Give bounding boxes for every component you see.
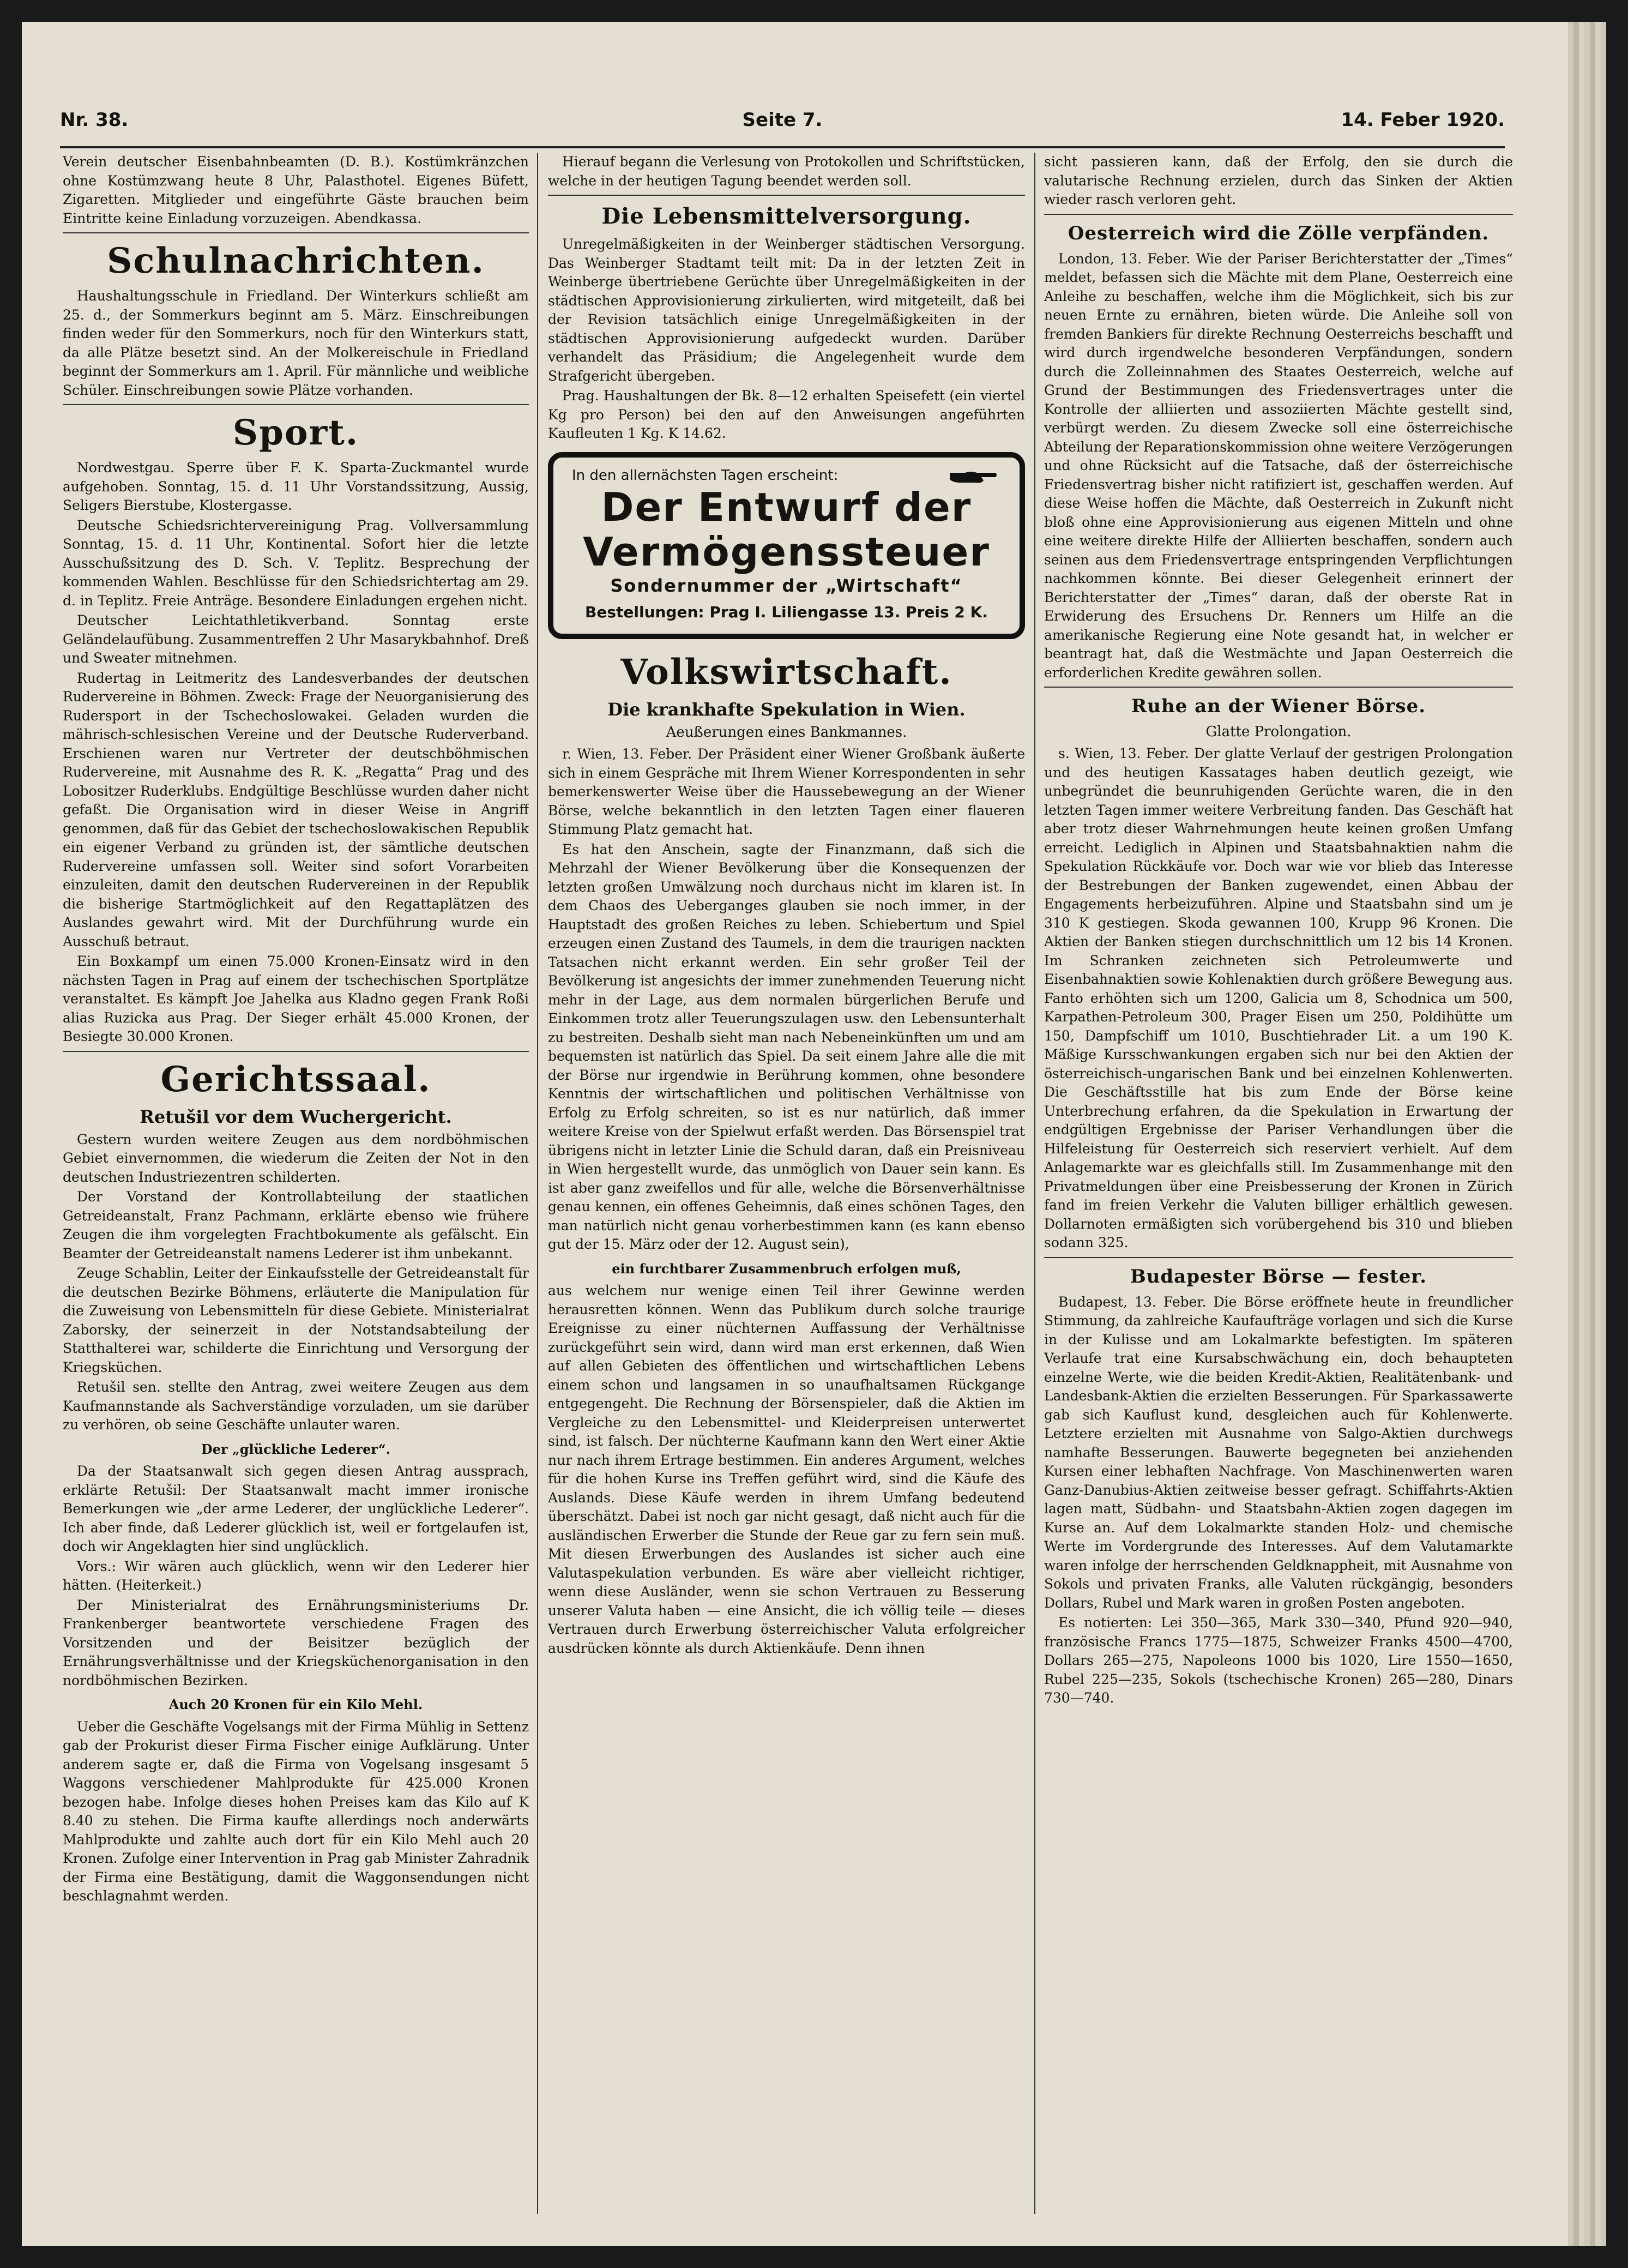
section-rule [1044,687,1513,688]
sport-notice: Nordwestgau. Sperre über F. K. Sparta-Zuckmantel wurde aufgehoben. Sonntag, 15. d. 11 Uhr Vorstandssitzung, Aussig, Seligers Bierstube, Klostergasse. [63,460,529,513]
inline-subheading: Der „glückliche Lederer“. [201,1441,391,1457]
school-notice: Haushaltungsschule in Friedland. Der Winterkurs schließt am 25. d., der Sommerkurs beginnt am 5. März. Einschreibungen finden weder für den Sommerkurs, noch für den Winterkurs statt, da alle Plätze besetzt sind. An der Molkereischule in Friedland beginnt der Sommerkurs am 1. April. Für männliche und weibliche Schüler. Einschreibungen sowie Plätze vorhanden. [63,288,529,398]
ad-announcement: In den allernächsten Tagen erscheint: [572,467,839,484]
section-heading-austria: Oesterreich wird die Zölle verpfänden. [1068,222,1490,244]
austria-paragraph: London, 13. Feber. Wie der Pariser Berichterstatter der „Times“ meldet, befassen sich die Mächte mit dem Plane, Oesterreich eine Anleihe zu beschaffen, welche ihm die Möglichkeit, sich bis zur neuen Ernte zu ernähren, bieten würde. Die Anleihe soll von fremden Bankiers für direkte Rechnung Oesterreichs beschafft und wird durch irgendwelche besonderen Verpfändungen, sondern durch die Zolleinnahmen des Staates Oesterreich, welche auf Grund der Bestimmungen des Friedensvertrages unter die Kontrolle der alliierten und assoziierten Mächte gestellt sind, verbürgt werden. Zu diesem Zwecke soll eine österreichische Abteilung der Reparationskommission ohne weitere Verzögerungen und ohne Rücksicht auf die Tatsache, daß der österreichische Friedensvertrag bisher nicht ratifiziert ist, geschaffen werden. Auf diese Weise hoffen die Mächte, daß Oesterreich in Zukunft nicht bloß ohne eine Approvisionierung aus eigenen Mitteln und ohne eine weitere direkte Hilfe der Alliierten beschaffen, sondern auch seinen aus dem Friedensvertrage entspringenden Verpflichtungen nachkommen könnte. Bei dieser Gelegenheit erinnert der Berichterstatter der „Times“ daran, daß der oberste Rat in Erwiderung des Ersuchens Dr. Renners um Hilfe an die amerikanische Regierung eine Note gesandt hat, in welcher er beantragt hat, daß die Westmächte und Japan Oesterreich die erforderlichen Kredite gewähren sollen. [1044,250,1513,681]
section-heading-sport: Sport. [232,412,359,453]
page-edge-stripes [1568,22,1606,2246]
ad-order-info: Bestellungen: Prag I. Liliengasse 13. Preis 2 K. [585,603,988,621]
page-number: Seite 7. [742,109,823,131]
column-1 [63,153,529,2214]
issue-date: 14. Feber 1920. [1341,109,1505,131]
court-paragraph: Der Vorstand der Kontrollabteilung der staatlichen Getreideanstalt, Franz Pachmann, erklärte ebenso wie frühere Zeugen die ihm vorgelegten Frachtbokumente als gefälscht. Ein Beamter der Getreideanstalt namens Lederer ist ihm unbekannt. [63,1189,529,1261]
sport-notice: Deutsche Schiedsrichtervereinigung Prag. Vollversammlung Sonntag, 15. d. 11 Uhr, Kontinental. Sofort hier die letzte Ausschußsitzung des D. Sch. V. Teplitz. Besprechung der kommenden Wahlen. Beschlüsse für den Schiedsrichtertag am 29. d. in Teplitz. Freie Anträge. Besondere Einladungen ergehen nicht. [63,517,529,609]
sport-notice: Rudertag in Leitmeritz des Landesverbandes der deutschen Rudervereine in Böhmen. Zweck: Frage der Neuorganisierung des Rudersport in der Tschechoslowakei. Geladen wurden die mährisch-schlesischen Vereine und der Deutsche Ruderverband. Erschienen waren nur Vertreter der deutschböhmischen Rudervereine, mit Ausnahme des R. K. „Regatta“ Prag und des Lobositzer Ruderklubs. Endgültige Beschlüsse wurden daher nicht gefaßt. Die Organisation wird in dieser Weise in Angriff genommen, daß für das Gebiet der tschechoslowakischen Republik ein eigener Verband zu gründen ist, der sämtliche deutschen Rudervereine umfassen soll. Weiter sind sofort Vorarbeiten einzuleiten, damit den deutschen Rudervereinen in der Republik die bisherige Startmöglichkeit auf den Regattaplätzen des Auslandes gewahrt wird. Mit der Durchführung wurde ein Ausschuß betraut. [63,670,529,949]
court-paragraph: Retušil sen. stellte den Antrag, zwei weitere Zeugen aus dem Kaufmannstande als Sachverständige vorzuladen, um sie darüber zu verhören, ob seine Geschäfte unlauter waren. [63,1379,529,1433]
section-rule [548,195,1025,196]
economy-paragraph: aus welchem nur wenige einen Teil ihrer Gewinne werden herausretten können. Wenn das Publikum durch solche traurige Ereignisse zu einer nüchternen Auffassung der Verhältnisse zurückgeführt sein wird, dann wird man erst erkennen, daß Wien auf allen Gebieten des öffentlichen und wirtschaftlichen Lebens einem schon und langsamen in so unaufhaltsamen Rückgange entgegengeht. Die Rechnung der Börsenspieler, daß die Aktien im Vergleiche zu den Lebensmittel- und Kleiderpreisen unterwertet sind, ist falsch. Der nüchterne Kaufmann kann den Wert einer Aktie nur nach ihrem Ertrage bestimmen. Ein anderes Argument, welches für die hohen Kurse ins Treffen geführt wird, sind die Käufe des Auslands. Diese Käufe werden in ihrem Umfang bedeutend überschätzt. Dabei ist noch gar nicht gesagt, daß nicht auch für die ausländischen Erwerber die Stunde der Reue gar zu fern sein muß. Mit diesen Erwerbungen des Auslandes ist sicher auch eine Valutaspekulation verbunden. Es wäre aber vielleicht richtiger, wenn diese Ausländer, wenn sie schon Vertrauen zu Besserung unserer Valuta haben — eine Ansicht, die ich völlig teile — dieses Vertrauen durch Erwerbung österreichischer Valuta erfolgreicher ausdrücken könnte als durch Aktienkäufe. Denn ihnen [548,1283,1025,1656]
section-rule [63,1051,529,1052]
header-rule [60,146,1505,148]
court-paragraph: Zeuge Schablin, Leiter der Einkaufsstelle der Getreideanstalt für die deutschen Bezirke Böhmens, erläuterte die Manipulation für die Zuweisung von Lebensmitteln für diese Gebiete. Ministerialrat Zaborsky, der seinerzeit in der Notstandsabteilung der Statthalterei war, schilderte die Einrichtung und Versorgung der Kriegsküchen. [63,1265,529,1375]
economy-paragraph: r. Wien, 13. Feber. Der Präsident einer Wiener Großbank äußerte sich in einem Gespräche mit Ihrem Wiener Korrespondenten in sehr bemerkenswerter Weise über die Haussebewegung an der Wiener Börse, welche bekanntlich in den letzten Tagen einer flaueren Stimmung Platz gemacht hat. [548,746,1025,837]
article-subheading-secondary: Aeußerungen eines Bankmannes. [666,724,907,741]
advertisement-box [548,452,1025,640]
budapest-paragraph: Budapest, 13. Feber. Die Börse eröffnete heute in freundlicher Stimmung, da zahlreiche Kaufaufträge vorlagen und sich die Kurse in der Kulisse und am Lokalmarkte befestigten. Im späteren Verlaufe trat eine Kursabschwächung ein, doch behaupteten einzelne Werte, wie die beiden Kredit-Aktien, Realitätenbank- und Landesbank-Aktien die erzielten Besserungen. Für Sparkassawerte gab sich Kauflust kund, desgleichen auch für Kohlenwerte. Letztere erzielten mit Ausnahme von Salgo-Aktien durchwegs namhafte Besserungen. Bauwerte begegneten bei anziehenden Kursen einer lebhaften Nachfrage. Von Maschinenwerten waren Ganz-Danubius-Aktien zeitweise besser gefragt. Schiffahrts-Aktien lagen matt, Südbahn- und Staatsbahn-Aktien zogen dagegen im Kurse an. Auf dem Lokalmarkte standen Holz- und chemische Werte im Vordergrunde des Interesses. Auf dem Valutamarkte waren infolge der herrschenden Geldknappheit, mit Ausnahme von Sokols und privaten Franks, alle Valuten rückgängig, besonders Dollars, Rubel und Mark waren in großen Posten angeboten. [1044,1294,1513,1611]
court-paragraph: Gestern wurden weitere Zeugen aus dem nordböhmischen Gebiet einvernommen, die wiederum die Zeiten der Not in den deutschen Industriezentren schilderten. [63,1131,529,1185]
inline-subheading: Auch 20 Kronen für ein Kilo Mehl. [168,1697,423,1712]
section-heading-court: Gerichtssaal. [160,1058,431,1100]
sport-notice: Deutscher Leichtathletikverband. Sonntag erste Geländelaufübung. Zusammentreffen 2 Uhr Masarykbahnhof. Dreß und Sweater mitnehmen. [63,612,529,666]
newspaper-page [22,22,1606,2246]
food-paragraph: Unregelmäßigkeiten in der Weinberger städtischen Versorgung. Das Weinberger Stadtamt teilt mit: Da in der letzten Zeit in Weinberge übertriebene Gerüchte über Unregelmäßigkeiten in der städtischen Approvisionierung zirkulierten, wird mitgeteilt, daß bei der Revision tatsächlich einige Unregelmäßigkeiten in der städtischen Approvisionierung aufgedeckt wurden. Darüber verhandelt das Präsidium; die Angelegenheit wurde dem Strafgericht übergeben. [548,236,1025,384]
ad-subtitle: Sondernummer der „Wirtschaft“ [610,575,963,596]
section-rule [1044,1257,1513,1258]
ad-title: Der Entwurf der [601,484,972,530]
section-rule [63,404,529,405]
vienna-paragraph: s. Wien, 13. Feber. Der glatte Verlauf der gestrigen Prolongation und des heutigen Kassatages haben deutlich gezeigt, wie unbegründet die beunruhigenden Gerüchte waren, die in den letzten Tagen immer weitere Verbreitung fanden. Das Geschäft hat aber trotz dieser Wahrnehmungen heute keinen großen Umfang erreicht. Lediglich in Alpinen und Staatsbahnaktien nahm die Spekulation Rückkäufe vor. Doch war wie vor blieb das Interesse der Bestrebungen der Banken zugewendet, einen Abbau der Engagements herbeizuführen. Alpine und Staatsbahn sind um je 310 K gestiegen. Skoda gewannen 100, Krupp 96 Kronen. Die Aktien der Banken stiegen durchschnittlich um 12 bis 14 Kronen. Im Schranken zeichneten sich Petroleumwerte und Eisenbahnaktien sowie Kohlenaktien durch größere Bewegung aus. Fanto erhöhten sich um 1200, Galicia um 8, Schodnica um 500, Karpathen-Petroleum 300, Prager Eisen um 250, Poldihütte um 150, Dampfschiff um 1010, Buschtiehrader Lit. a um 190 K. Mäßige Kursschwankungen ergaben sich nur bei den Aktien der österreichisch-ungarischen Bank und bei einzelnen Kohlenwerten. Die Geschäftsstille hat bis zum Ende der Börse keine Unterbrechung erfahren, da die Spekulation in Erwartung der endgültigen Ergebnisse der Pariser Verhandlungen über die Hilfeleistung für Oesterreich sich reserviert verhielt. Auf dem Anlagemarkte war es gleichfalls still. Im Zusammenhange mit den Privatmeldungen über eine Preisbesserung der Kronen in Zürich fand im freien Verkehr die Valuten billiger erhältlich gewesen. Dollarnoten ermäßigten sich vorübergehend bis 310 und blieben sodann 325. [1044,745,1513,1250]
section-rule [1044,214,1513,215]
sport-notice: Ein Boxkampf um einen 75.000 Kronen-Einsatz wird in den nächsten Tagen in Prag auf einem der tschechischen Sportplätze veranstaltet. Es kämpft Joe Jahelka aus Kladno gegen Frank Roßi alias Ruzicka aus Prag. Der Sieger erhält 45.000 Kronen, der Besiegte 30.000 Kronen. [63,953,529,1044]
pointing-hand-icon [949,468,998,485]
ad-title: Vermögenssteuer [583,529,990,575]
court-paragraph: Der Ministerialrat des Ernährungsministeriums Dr. Frankenberger beantwortete verschiedene Fragen des Vorsitzenden und der Beisitzer bezüglich der Ernährungsverhältnisse und der Kriegsküchenorganisation in den nordböhmischen Bezirken. [63,1597,529,1688]
column-divider [1034,153,1035,2214]
section-heading-food: Die Lebensmittelversorgung. [601,203,972,229]
issue-number: Nr. 38. [60,109,129,131]
column-3 [1044,153,1513,2214]
section-heading-vienna-exchange: Ruhe an der Wiener Börse. [1131,695,1426,717]
article-subheading-secondary: Glatte Prolongation. [1205,724,1352,740]
food-paragraph: Prag. Haushaltungen der Bk. 8—12 erhalten Speisefett (ein viertel Kg pro Person) bei den auf den Anweisungen angeführten Kaufleuten 1 Kg. K 14.62. [548,388,1025,441]
court-paragraph: Ueber die Geschäfte Vogelsangs mit der Firma Mühlig in Settenz gab der Prokurist dieser Firma Fischer einige Aufklärung. Unter anderem sagte er, daß die Firma von Vogelsang insgesamt 5 Waggons verschiedener Mahlprodukte für 425.000 Kronen bezogen habe. Infolge dieses hohen Preises kam das Kilo auf K 8.40 zu stehen. Die Firma kaufte allerdings noch anderwärts Mahlprodukte und zahlte auch dort für ein Kilo Mehl auch 20 Kronen. Zufolge einer Intervention in Prag gab Minister Zahradnik der Firma eine Bestätigung, damit die Waggonsendungen nicht beschlagnahmt werden. [63,1718,529,1904]
section-heading-budapest-exchange: Budapester Börse — fester. [1130,1265,1427,1288]
continuation-paragraph: Hierauf begann die Verlesung von Protokollen und Schriftstücken, welche in der heutigen Tagung beendet werden soll. [548,154,1025,189]
court-paragraph: Da der Staatsanwalt sich gegen diesen Antrag aussprach, erklärte Retušil: Der Staatsanwalt macht immer ironische Bemerkungen wie „der arme Lederer, der unglückliche Lederer“. Ich aber finde, daß Lederer glücklich ist, weil er fortgelaufen ist, doch wir Angeklagten hier sind unglücklich. [63,1463,529,1554]
continuation-paragraph: sicht passieren kann, daß der Erfolg, den sie durch die valutarische Rechnung erzielen, durch das Sinken der Aktien wieder rasch verloren geht. [1044,154,1513,207]
column-divider [537,153,538,2214]
article-subheading: Retušil vor dem Wuchergericht. [140,1106,452,1127]
section-rule [63,232,529,233]
page-header [60,104,1505,142]
budapest-paragraph: Es notierten: Lei 350—365, Mark 330—340, Pfund 920—940, französische Francs 1775—1875, Schweizer Franks 4500—4700, Dollars 265—275, Napoleons 1000 bis 1020, Lire 1550—1650, Rubel 225—235, Sokols (tschechische Kronen) 265—280, Dinars 730—740. [1044,1615,1513,1706]
court-paragraph: Vors.: Wir wären auch glücklich, wenn wir den Lederer hier hätten. (Heiterkeit.) [63,1558,529,1593]
column-2 [548,153,1025,2214]
article-subheading: Die krankhafte Spekulation in Wien. [607,699,966,720]
section-heading-school: Schulnachrichten. [107,240,485,281]
inline-subheading: ein furchtbarer Zusammenbruch erfolgen muß, [612,1260,961,1277]
section-heading-economy: Volkswirtschaft. [620,652,952,693]
economy-paragraph: Es hat den Anschein, sagte der Finanzmann, daß sich die Mehrzahl der Wiener Bevölkerung über die Konsequenzen der letzten großen Umwälzung noch durchaus nicht im klaren ist. In dem Chaos des Ueberganges glauben sie noch immer, in der Hauptstadt des großen Reiches zu leben. Schiebertum und Spiel erzeugen einen Zustand des Taumels, in dem die traurigen nackten Tatsachen nicht erkannt werden. Ein sehr großer Teil der Bevölkerung ist angesichts der immer zunehmenden Teuerung nicht mehr in der Lage, aus dem normalen bürgerlichen Berufe und Einkommen trotz aller Teuerungszulagen usw. den Lebensunterhalt zu bestreiten. Deshalb sieht man nach Nebeneinkünften um und am bequemsten ist natürlich das Spiel. Da seit einem Jahre alle die mit der Börse nur irgendwie in Berührung kommen, ohne besondere Kenntnis der wirtschaftlichen und politischen Verhältnisse von Erfolg zu Erfolg schreiten, so ist es nur natürlich, daß immer weitere Kreise von der Spielwut erfaßt werden. Das Börsenspiel trat übrigens nicht in letzter Linie die Schuld daran, daß ein Preisniveau in Wien hergestellt wurde, das unmöglich von Dauer sein kann. Es ist aber ganz zweifellos und für alle, welche die Börsenverhältnisse genau kennen, ein offenes Geheimnis, daß eines schönen Tages, den man natürlich nicht genau vorherbestimmen kann (es kann ebenso gut der 15. März oder der 12. August sein), [548,841,1025,1252]
club-notice: Verein deutscher Eisenbahnbeamten (D. B.). Kostümkränzchen ohne Kostümzwang heute 8 Uhr, Palasthotel. Eigenes Büfett, Zigaretten. Mitglieder und eingeführte Gäste brauchen beim Eintritte keine Einladung vorzuzeigen. Abendkassa. [63,154,529,226]
